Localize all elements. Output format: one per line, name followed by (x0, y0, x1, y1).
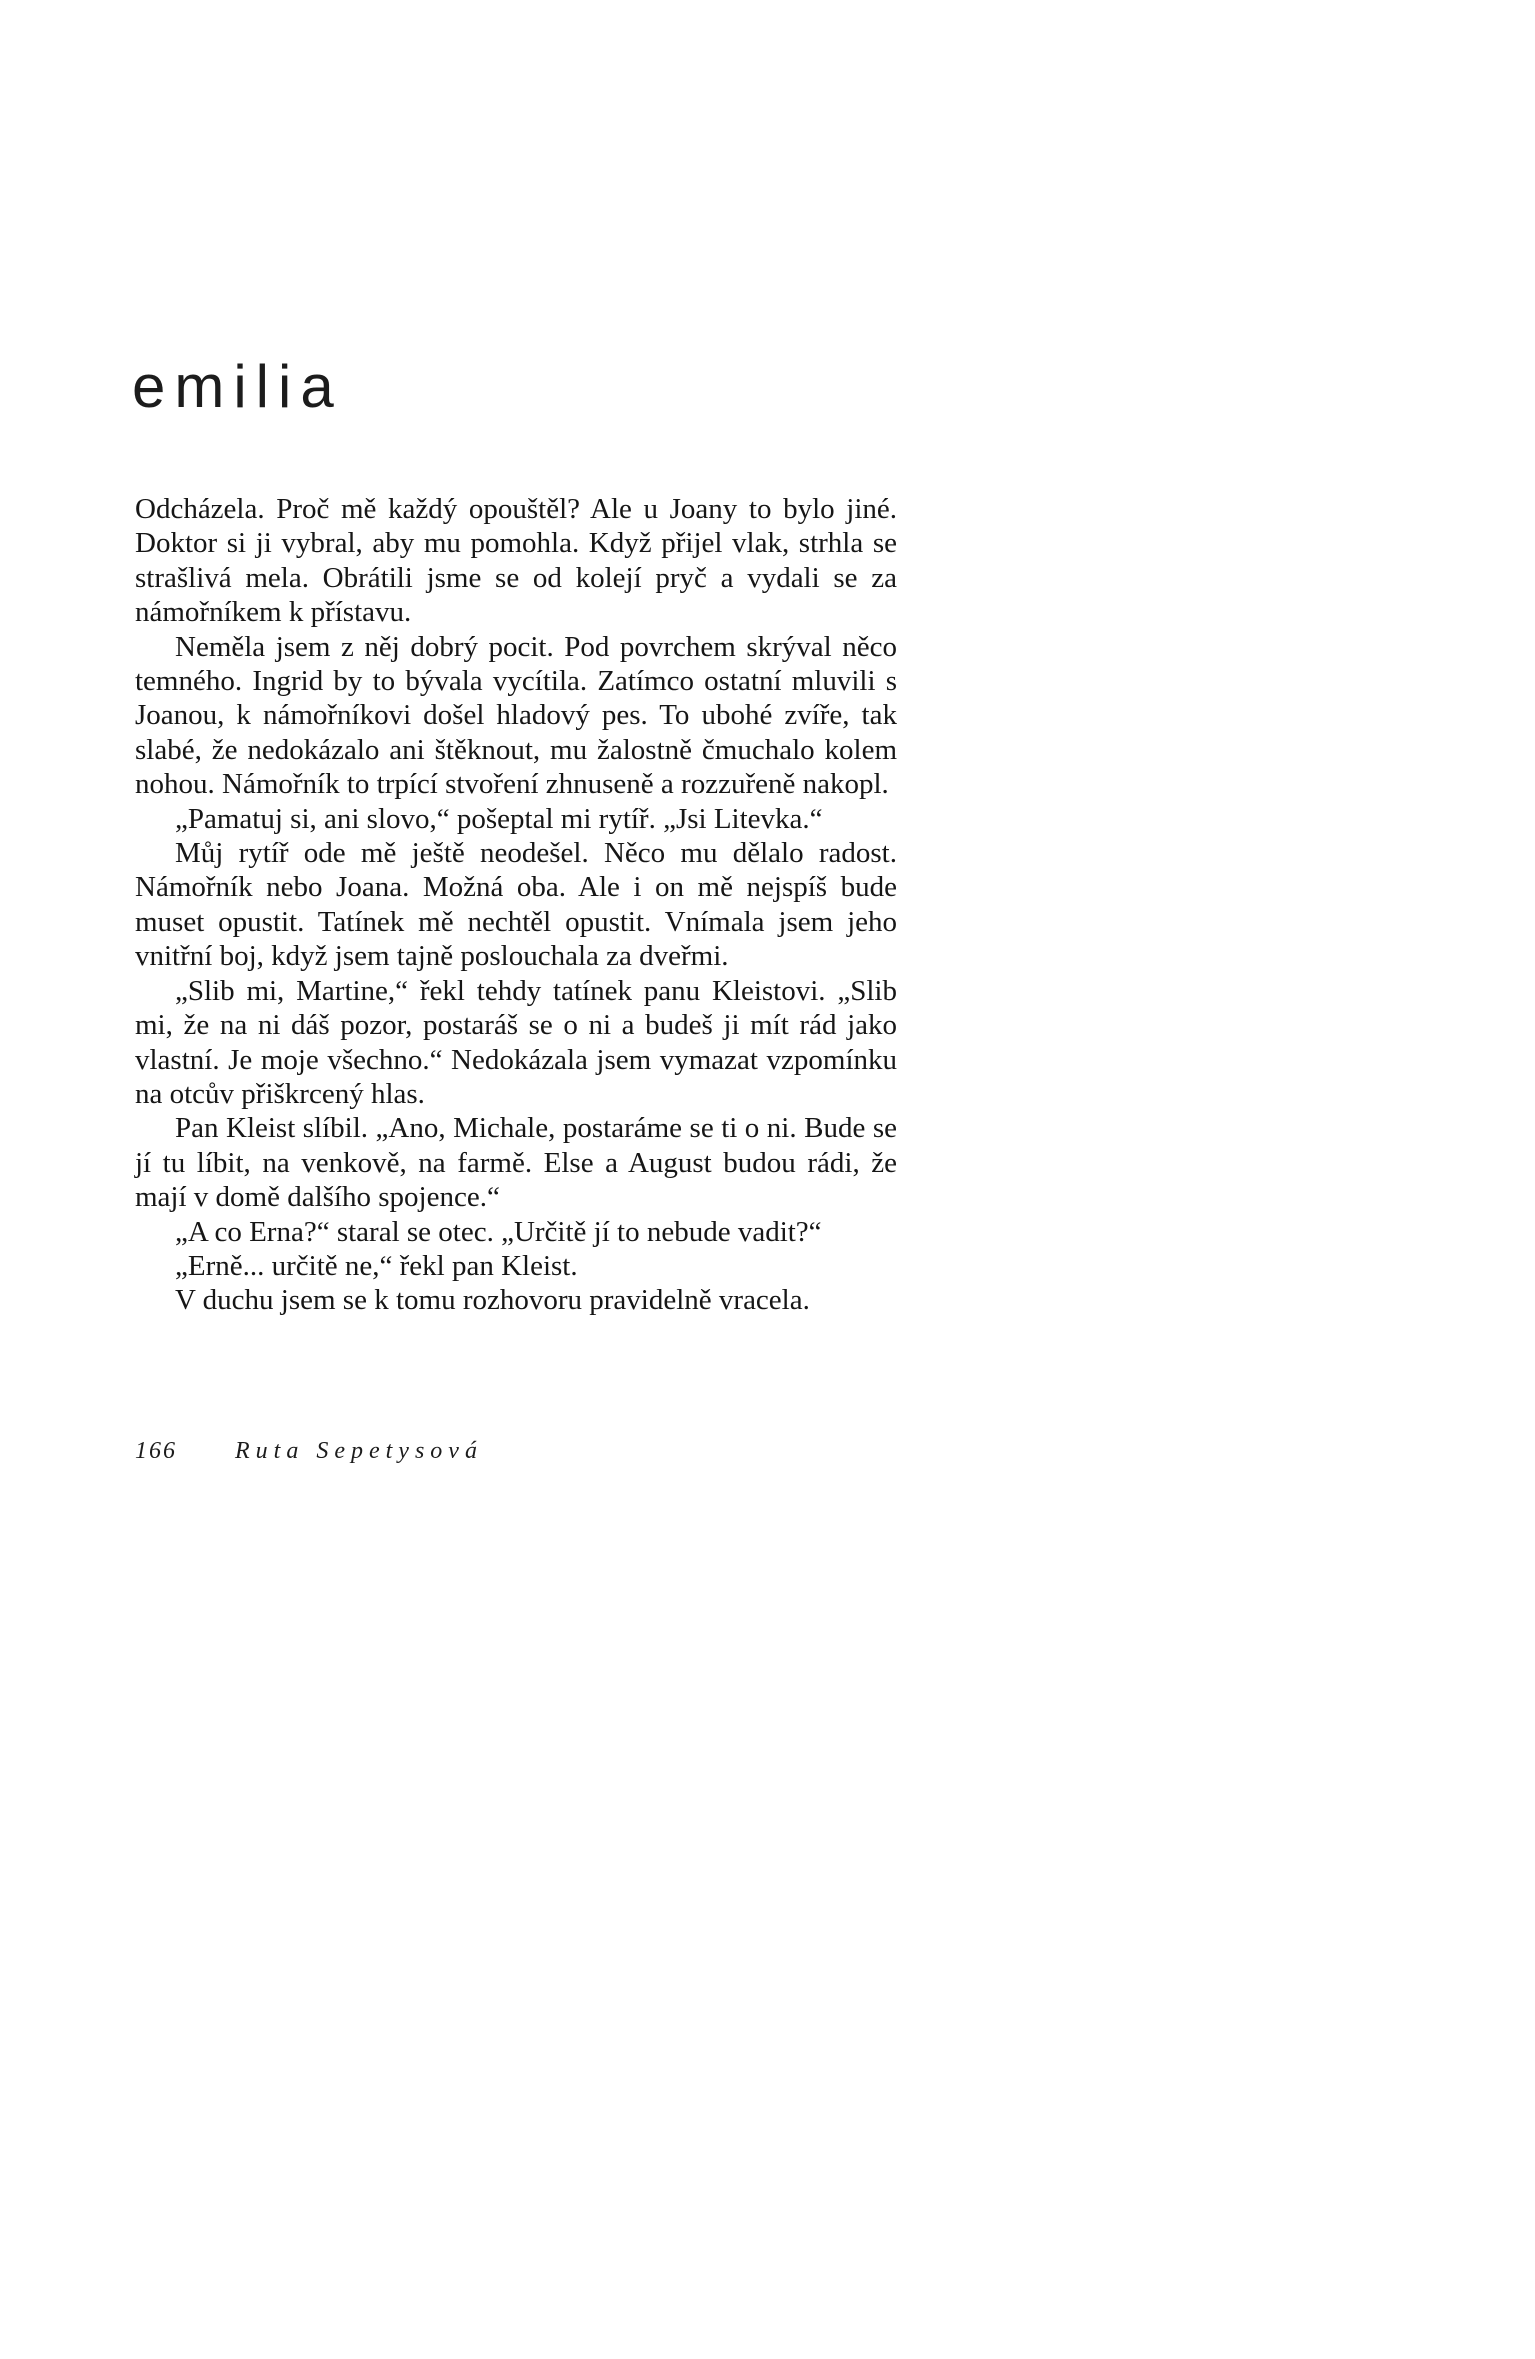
paragraph: Odcházela. Proč mě každý opouštěl? Ale u Joany to bylo jiné. Doktor si ji vybral, aby mu pomohla. Když přijel vlak, strhla se strašlivá mela. Obrátili jsme se od kolejí pryč a vydali se za námořníkem k přístavu. (135, 493, 897, 629)
paragraph: „Slib mi, Martine,“ řekl tehdy tatínek panu Kleistovi. „Slib mi, že na ni dáš pozor, postaráš se o ni a budeš ji mít rád jako vlastní. Je moje všechno.“ Nedokázala jsem vymazat vzpomínku na otcův přiškrcený hlas. (135, 974, 897, 1110)
chapter-title: emilia (132, 353, 343, 420)
paragraph: „A co Erna?“ staral se otec. „Určitě jí to nebude vadit?“ (175, 1215, 822, 1248)
paragraph: V duchu jsem se k tomu rozhovoru pravidelně vracela. (175, 1284, 810, 1317)
paragraph: Pan Kleist slíbil. „Ano, Michale, postaráme se ti o ni. Bude se jí tu líbit, na venkově, na farmě. Else a August budou rádi, že mají v domě dalšího spojence.“ (135, 1112, 897, 1214)
page-footer (135, 1438, 483, 1465)
body-text (135, 492, 897, 1318)
paragraph: „Pamatuj si, ani slovo,“ pošeptal mi rytíř. „Jsi Litevka.“ (175, 802, 823, 835)
paragraph: Můj rytíř ode mě ještě neodešel. Něco mu dělalo radost. Námořník nebo Joana. Možná oba. Ale i on mě nejspíš bude muset opustit. Tatínek mě nechtěl opustit. Vnímala jsem jeho vnitřní boj, když jsem tajně poslouchala za dveřmi. (135, 837, 897, 973)
page-number: 166 (135, 1438, 177, 1464)
paragraph: Neměla jsem z něj dobrý pocit. Pod povrchem skrýval něco temného. Ingrid by to bývala vycítila. Zatímco ostatní mluvili s Joanou, k námořníkovi došel hladový pes. To ubohé zvíře, tak slabé, že nedokázalo ani štěknout, mu žalostně čmuchalo kolem nohou. Námořník to trpící stvoření zhnuseně a rozzuřeně nakopl. (135, 630, 897, 801)
paragraph: „Erně... určitě ne,“ řekl pan Kleist. (175, 1249, 578, 1282)
running-author: Ruta Sepetysová (235, 1438, 483, 1464)
